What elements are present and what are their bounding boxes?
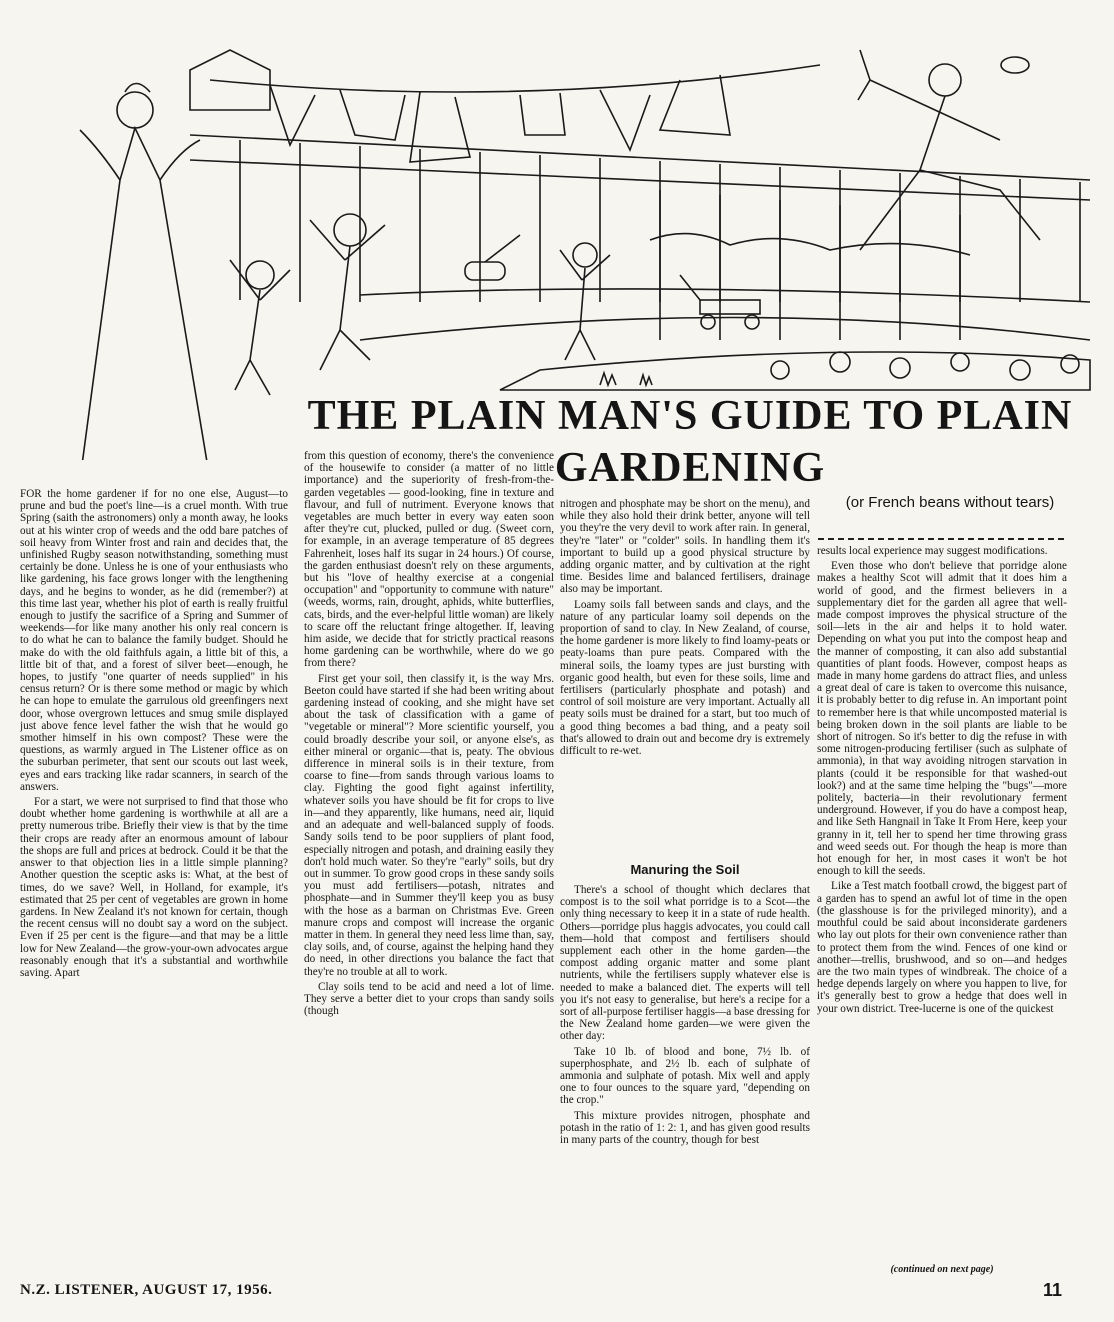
paragraph: Clay soils tend to be acid and need a lot of lime. They serve a better diet to your crops than sandy soils (though: [304, 980, 554, 1018]
paragraph: There's a school of thought which declares that compost is to the soil what porridge is to a Scot—the only thing necessary to keep it in a state of rude health. Others—porridge plus haggis advocates, you could call them—hold that compost and fertilisers should supplement each other in the home garden—the compost adding organic matter and some plant nutrients, while the fertilisers supply whatever else is needed to make a balanced diet. The experts will tell you it's not easy to generalise, but here's a recipe for a sort of all-purpose fertiliser haggis—a base dressing for the New Zealand home garden—we were given the other day:: [560, 884, 810, 1043]
paragraph: FOR the home gardener if for no one else, August—to prune and bud the poet's line—is a cruel month. With true Spring (saith the astronomers) only a month away, he looks out at his winter crop of weeds and the odd bare patches of soil heavy from Winter frost and rain and decides that, the unfinished Rugby season notwithstanding, something must certainly be done. Unless he is one of your enthusiasts who like gardening, his face grows longer with the lengthening days, and he begins to wonder, as he did (remember?) at this time last year, whether his plot of earth is really fruitful enough to justify the sacrifice of a Spring and Summer of weekends—for like many another his only real concern is to do what he can to balance the family budget. Should he make do with the old faithfuls again, a little bit of this, a little bit of that, and a forest of silver beet—enough, he hopes, to justify "one quarter of needs supplied" in his census return? Or is there some method or magic by which he can hope to emulate the garrulous old greenfingers next door, whose overgrown lettuces and smug smile displayed just above fence level father the wish that he would go smother himself in his own compost? These were the questions, as warmly argued in The Listener office as on the suburban perimeter, that sent our scouts out last week, eyes and ears tracking like radar scanners, in search of the answers.: [20, 488, 288, 793]
vegetable-bed: [500, 352, 1090, 390]
clothesline: [210, 65, 820, 92]
paragraph: nitrogen and phosphate may be short on the menu), and while they also hold their drink better, anyone will tell you they're the very devil to work after rain. In general, they're "later" or "colder" soils. In handling them it's important to build up a good physical structure by adding organic matter, and by cultivation at the right time. Besides lime and balanced fertilisers, drainage also may be important.: [560, 498, 810, 596]
paragraph: Take 10 lb. of blood and bone, 7½ lb. of superphosphate, and 2½ lb. each of sulphate of ammonia and sulphate of potash. Mix well and apply one to four ounces to the square yard, "depending on the crop.": [560, 1045, 810, 1107]
grass-tufts: [600, 373, 652, 385]
paragraph: Even those who don't believe that porridge alone makes a healthy Scot will admit that it does him a world of good, and the firmest believers in a supplementary diet for the garden all agree that well-made compost improves the physical structure of the soil—lets in the air and helps it to hold water. Depending on what you put into the compost heap and the manner of composting, it can also add substantial quantities of plant foods. However, compost heaps as made in many home gardens do attract flies, and unless a great deal of care is taken to overcome this nuisance, it is probably better to dig refuse in. An important point to remember here is that while uncomposted material is being broken down in the soil plants are liable to be short of nitrogen. So it's better to dig the refuse in with some nitrogen-producing fertiliser (such as sulphate of ammonia), in that way avoiding nitrogen starvation in plants (could it be responsible for that washed-out look?) and at the same time helping the "bugs"—more politely, bacteria—in their revolutionary ferment underground. However, if you do have a compost heap, and like Seth Hangnail in Take It From Here, keep your granny in it, tell her to spend her time throwing grass and weed seeds out. For though the heap is more than hot enough for her, in most cases it won't be hot enough to kill the seeds.: [817, 560, 1067, 878]
column-4: [817, 545, 1067, 1260]
publication-folio: N.Z. LISTENER, AUGUST 17, 1956.: [20, 1282, 273, 1298]
paragraph: results local experience may suggest modifications.: [817, 545, 1048, 557]
column-2: [304, 450, 554, 1278]
continued-note: (continued on next page): [890, 1264, 994, 1275]
washing: [270, 75, 730, 162]
paragraph: Loamy soils fall between sands and clays, and the nature of any particular loamy soil depends on the proportion of sand to clay. In New Zealand, of course, the home gardener is more likely to find loamy-peats or peaty-loams than pure peats. Compared with the mineral soils, the loamy types are just bursting with organic good health, but even for these soils, lime and fertilisers (particularly phosphate and potash) and control of soil moisture are very important. Actually all peaty soils must be drained for a start, but too much of a good thing becomes a bad thing, and a peaty soil that's allowed to drain out and become dry is extremely difficult to re-wet.: [560, 598, 810, 758]
article-subtitle: (or French beans without tears): [845, 494, 1055, 511]
page-number: 11: [1042, 1280, 1062, 1300]
column-1: [20, 488, 288, 1278]
column-3: [560, 498, 810, 858]
garden-path: [360, 318, 1090, 341]
subtitle-rule: [818, 538, 1064, 540]
paragraph: This mixture provides nitrogen, phosphate and potash in the ratio of 1: 2: 1, and has given good results in many parts of the country, though for best: [560, 1109, 810, 1147]
lawn-roller: [465, 235, 520, 280]
paragraph: from this question of economy, there's the convenience of the housewife to consider (a matter of no little importance) and the superiority of fresh-from-the-garden vegetables — good-looking, fine in texture and flavour, and full of nutriment. Everyone knows that vegetables are much better in every way eaten soon after they're cut, plucked, pulled or dug. (Sweet corn, for example, in an average temperature of 85 degrees Fahrenheit, loses half its sugar in 24 hours.) Of course, the garden enthusiast doesn't rely on these arguments, but his "love of healthy exercise at a congenial occupation" and "opportunity to commune with nature" (weeds, worms, rain, drought, aphids, white butterflies, cats, birds, and the ever-helpful little woman) are likely to scare off the reluctant fringe altogether. If, leaving him aside, we decide that for strictly practical reasons home gardening can be worthwhile, where do we go from there?: [304, 450, 554, 670]
column-3-continued: [560, 884, 810, 1278]
article-title: THE PLAIN MAN'S GUIDE TO PLAIN GARDENING: [307, 393, 1073, 491]
paragraph: First get your soil, then classify it, is the way Mrs. Beeton could have started if she had been writing about gardening instead of cooking, and she might have set about the task of classification with a game of "vegetable or mineral"? More scientific yourself, you could broadly describe your soil, or anyone else's, as either mineral or organic—that is, peaty. The obvious difference in mineral soils is in their texture, from coarse to fine—from sands through various loams to clay. Fighting the good fight against infertility, whatever soils you have should be fit for crops to live in—and they apparently, like humans, need air, liquid and an adequate and well-balanced supply of foods. Sandy soils tend to be poor suppliers of plant food, especially nitrogen and potash, and draining easily they don't hold much water. So they're "early" soils, but dry out in summer. To grow good crops in these sandy soils you must add fertilisers—potash, nitrates and phosphate—and in Summer they'll keep you as busy with the hose as a barman on Christmas Eve. Green manure crops and compost will increase the organic matter in them. In general they need less lime than, say, clay soils, and, of course, against the helping hand they do need, in other directions you balance the fact that they're no trouble at all to work.: [304, 672, 554, 978]
section-heading: Manuring the Soil: [630, 862, 740, 877]
fence: [190, 135, 1090, 302]
paragraph: Like a Test match football crowd, the biggest part of a garden has to spend an awful lot of time in the open (the glasshouse is for the privileged minority), and a mouthful could be said about inconsiderate gardeners who lay out plots for their own convenience rather than to protect them from the wind. Fences of one kind or another—trellis, brushwood, and so on—and hedges are the two main types of windbreak. The choice of a hedge depends largely on where you happen to live, for it's generally best to grow a hedge that does well in your own district. Tree-lucerne is one of the quickest: [817, 880, 1067, 1015]
woman-figure: [80, 84, 210, 461]
paragraph: For a start, we were not surprised to find that those who doubt whether home gardening is worthwhile at all are a pretty numerous tribe. Briefly their view is that by the time their crops are ready after an enormous amount of labour the shops are full and prices at bedrock. Could it be that the answer to that objection lies in a little simple planning? Another question the sceptic asks is: What, at the best of times, do we save? Well, in Holland, for example, it's estimated that 25 per cent of vegetables are grown in home gardens. In New Zealand it's not known for certain, though the recent census will no doubt say a word on the subject. Even if 25 per cent is the figure—and that may be a little low for New Zealand—the grow-your-own advocates argue reasonably enough that it's a substantial and worthwhile saving. Apart: [20, 796, 288, 979]
house-roof: [190, 50, 270, 110]
leaping-man: [858, 50, 1040, 250]
